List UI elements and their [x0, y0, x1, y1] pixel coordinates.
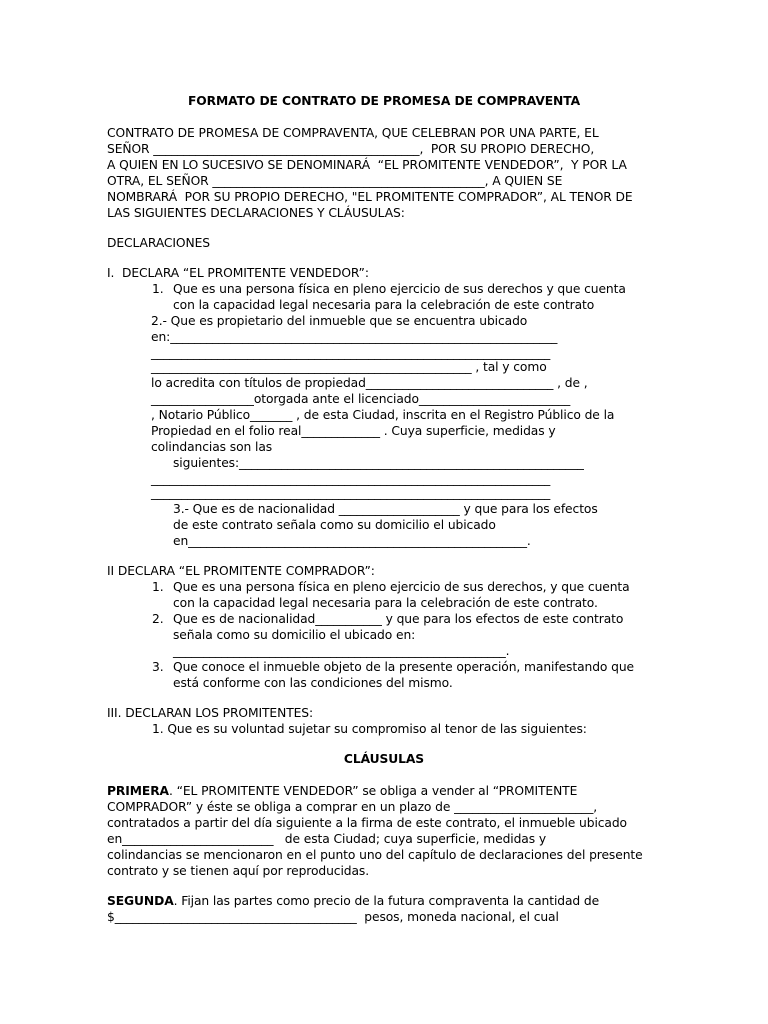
list-item-line: Que conoce el inmueble objeto de la presente operación, manifestando que: [173, 660, 635, 674]
list-number: 2.: [152, 612, 164, 626]
document-title: FORMATO DE CONTRATO DE PROMESA DE COMPRAVENTA: [188, 94, 580, 108]
list-item-line: Propiedad en el folio real_____________ . Cuya superficie, medidas y: [151, 424, 556, 438]
list-item-line: 1. Que es su voluntad sujetar su compromiso al tenor de las siguientes:: [152, 722, 587, 736]
clausulas-heading: CLÁUSULAS: [343, 752, 425, 766]
clause-label: SEGUNDA: [107, 894, 174, 908]
list-item-line: colindancias son las: [151, 440, 273, 454]
clause-segunda: [107, 893, 599, 909]
clause-line: COMPRADOR” y éste se obliga a comprar en un plazo de _______________________,: [107, 800, 598, 814]
clause-label: PRIMERA: [107, 784, 169, 798]
list-item-line: _____________________________________________________ , tal y como: [151, 360, 547, 374]
intro-line: SEÑOR ____________________________________________, POR SU PROPIO DERECHO,: [107, 142, 595, 156]
list-item-line: siguientes:_________________________________________________________: [173, 456, 584, 470]
list-item-line: está conforme con las condiciones del mismo.: [173, 676, 453, 690]
list-item-line: señala como su domicilio el ubicado en:: [173, 628, 416, 642]
blank-line: __________________________________________________________________: [151, 486, 551, 500]
clause-line: colindancias se mencionaron en el punto uno del capítulo de declaraciones del presente: [107, 848, 643, 862]
list-item-line: Que es una persona física en pleno ejercicio de sus derechos, y que cuenta: [173, 580, 630, 594]
list-item-line: Que es una persona física en pleno ejercicio de sus derechos y que cuenta: [173, 282, 626, 296]
list-item-line: con la capacidad legal necesaria para la celebración de este contrato.: [173, 596, 598, 610]
section-heading-comprador: II DECLARA “EL PROMITENTE COMPRADOR”:: [107, 564, 375, 578]
intro-line: LAS SIGUIENTES DECLARACIONES Y CLÁUSULAS:: [107, 206, 405, 220]
list-number: 1.: [152, 580, 164, 594]
clause-text: . “EL PROMITENTE VENDEDOR” se obliga a vender al “PROMITENTE: [168, 784, 578, 798]
section-heading-vendedor: I. DECLARA “EL PROMITENTE VENDEDOR”:: [107, 266, 369, 280]
declaraciones-heading: DECLARACIONES: [107, 236, 210, 250]
list-item-line: en:________________________________________________________________: [151, 330, 558, 344]
list-item-line: en________________________________________________________.: [173, 534, 531, 548]
clause-text: . Fijan las partes como precio de la futura compraventa la cantidad de: [173, 894, 600, 908]
clause-line: contrato y se tienen aquí por reproducidas.: [107, 864, 370, 878]
intro-line: NOMBRARÁ POR SU PROPIO DERECHO, "EL PROMITENTE COMPRADOR”, AL TENOR DE: [107, 190, 633, 204]
list-item-line: con la capacidad legal necesaria para la celebración de este contrato: [173, 298, 595, 312]
list-item-line: 3.- Que es de nacionalidad ____________________ y que para los efectos: [173, 502, 598, 516]
list-item-line: Que es de nacionalidad___________ y que para los efectos de este contrato: [173, 612, 624, 626]
blank-line: __________________________________________________________________: [151, 472, 551, 486]
list-item-line: 2.- Que es propietario del inmueble que se encuentra ubicado: [151, 314, 528, 328]
list-item-line: , Notario Público_______ , de esta Ciudad, inscrita en el Registro Público de la: [151, 408, 615, 422]
clause-primera: [107, 783, 577, 799]
list-item-line: lo acredita con títulos de propiedad_______________________________ , de ,: [151, 376, 588, 390]
list-item-line: _______________________________________________________.: [173, 644, 510, 658]
clause-line: $________________________________________ pesos, moneda nacional, el cual: [107, 910, 559, 924]
list-number: 3.: [152, 660, 164, 674]
intro-line: A QUIEN EN LO SUCESIVO SE DENOMINARÁ “EL PROMITENTE VENDEDOR”, Y POR LA: [107, 158, 627, 172]
list-item-line: _________________otorgada ante el licenciado_________________________: [151, 392, 571, 406]
clause-line: en_________________________ de esta Ciudad; cuya superficie, medidas y: [107, 832, 547, 846]
intro-line: OTRA, EL SEÑOR _____________________________________________, A QUIEN SE: [107, 174, 563, 188]
list-item-line: __________________________________________________________________: [151, 346, 551, 360]
intro-line: CONTRATO DE PROMESA DE COMPRAVENTA, QUE CELEBRAN POR UNA PARTE, EL: [107, 126, 599, 140]
clause-line: contratados a partir del día siguiente a la firma de este contrato, el inmueble ubicado: [107, 816, 627, 830]
list-item-line: de este contrato señala como su domicilio el ubicado: [173, 518, 496, 532]
list-number: 1.: [152, 282, 164, 296]
section-heading-promitentes: III. DECLARAN LOS PROMITENTES:: [107, 706, 314, 720]
